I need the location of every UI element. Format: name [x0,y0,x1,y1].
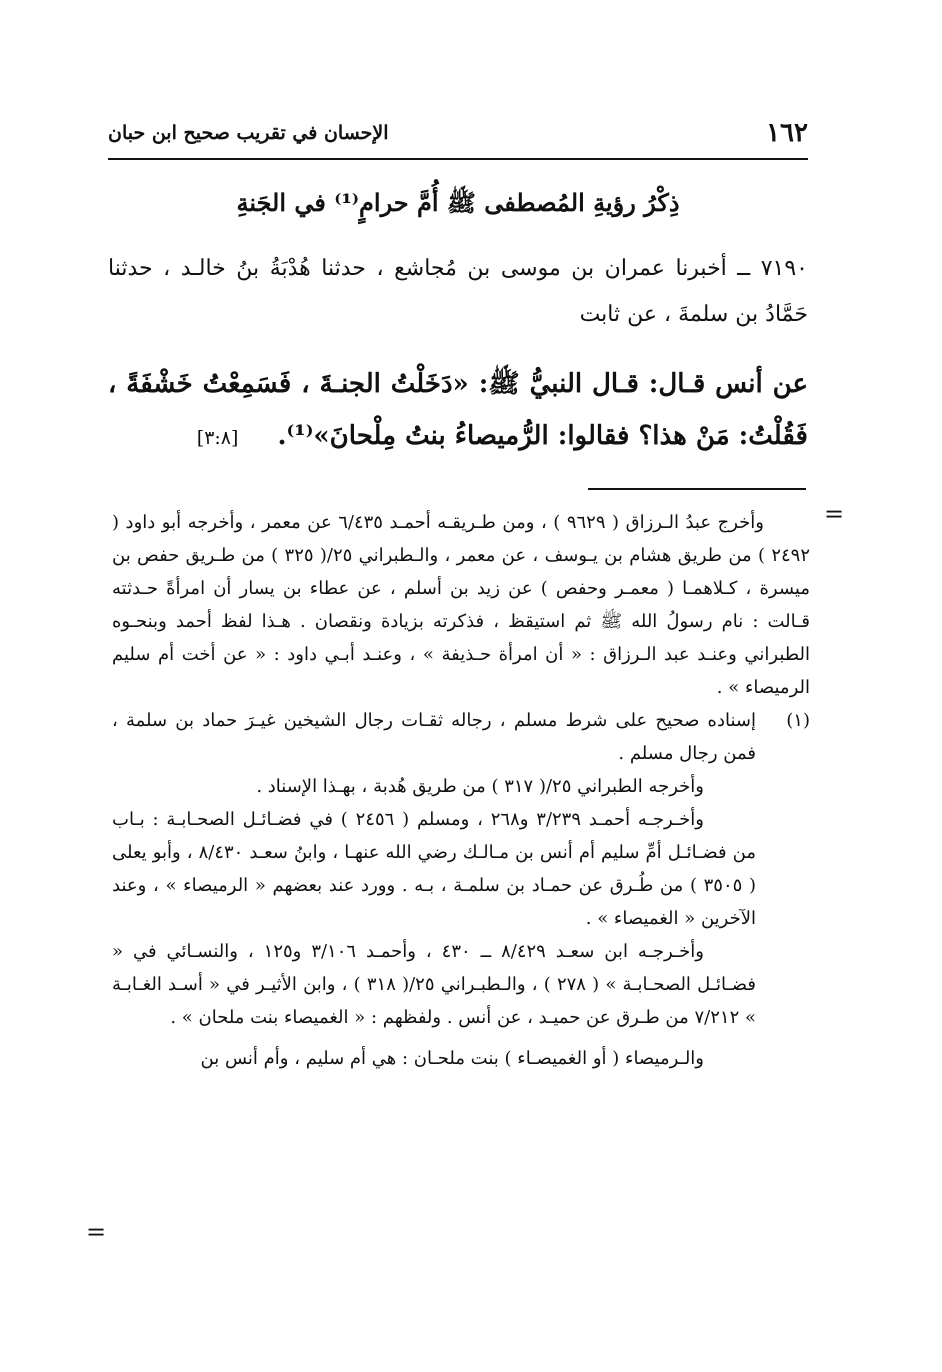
footnote-continued-paragraph: وأخرج عبدُ الـرزاق ( ٩٦٢٩ ) ، ومن طـريقـه أحمـد ٦/٤٣٥ عن معمر ، وأخرجه أبو داود ( ٢٤٩٢ ) من طريق هشام بن يـوسف ، عن معمر ، والـطبراني ٢٥/( ٣٢٥ ) من طـريق حفص بن ميسرة ، كـلاهمـا ( معمـر وحفص ) عن زيد بن أسلم ، عن عطاء بن يسار أن امرأةً حـدثته قـالت : نام رسولُ الله ﷺ ثم استيقظ ، فذكرته بزيادة ونقصان . هـذا لفظ أحمد وبنحـوه الطبراني وعنـد عبد الـرزاق : « أن امرأة حـذيفة » ، وعنـد أبـي داود : « عن أخت أم سليم الرميصاء » . [112,512,811,698]
footnote-separator [588,488,806,490]
footnote-paragraph: وأخرجه الطبراني ٢٥/( ٣١٧ ) من طريق هُدبة ، بهـذا الإسناد . [256,776,704,797]
continuation-mark-top: = [824,500,845,528]
continuation-mark-bottom: = [86,1218,107,1246]
footnote-paragraph: والـرميصاء ( أو الغميصـاء ) بنت ملحـان : هي أم سليم ، وأم أنس بن [200,1048,704,1069]
footnote-paragraph: وأخـرجـه ابن سعـد ٨/٤٢٩ ــ ٤٣٠ ، وأحمـد ٣/١٠٦ و١٢٥ ، والنسـائي في « فضـائـل الصحـابـة » ( ٢٧٨ ) ، والـطبـراني ٢٥/( ٣١٨ ) ، وابن الأثيـر في « أسـد الغـابـة » ٧/٢١٢ من طـرق عن حميـد ، عن أنس . ولفظهم : « الغميصاء بنت ملحان » . [112,941,756,1028]
hadith-reference: [٣:٨] [196,427,239,449]
footnote-1 [112,704,810,770]
page-number: ١٦٢ [766,118,808,148]
hadith-matn-text: عن أنس قـال: قـال النبيُّ ﷺ: «دَخَلْتُ الجنـةَ ، فَسَمِعْتُ خَشْفَةً ، فَقُلْتُ: مَنْ هذا؟ فقالوا: الرُّميصاءُ بنتُ مِلْحانَ»⁽¹⁾. [108,369,808,451]
footnote-number: (١) [786,710,810,731]
page-header [108,118,808,158]
hadith-matn [108,358,808,464]
footnotes [112,506,810,1075]
footnote-1-text: إسناده صحيح على شرط مسلم ، رجاله ثقـات رجال الشيخين غيـرَ حماد بن سلمة ، فمن رجال مسلم . [112,710,756,764]
footnote-paragraph: وأخـرجـه أحمـد ٣/٢٣٩ و٢٦٨ ، ومسلم ( ٢٤٥٦ ) في فضـائـل الصحـابـة : بـاب من فضـائـل أمِّ سليم أم أنس بن مـالـك رضي الله عنهـا ، وابنُ سعـد ٨/٤٣٠ ، وأبو يعلى ( ٣٥٠٥ ) من طُـرق عن حمـاد بن سلمـة ، بـه . وورد عند بعضهم « الرميصاء » ، وعند الآخرين « الغميصاء » . [112,809,757,929]
chapter-title: ذِكْرُ رؤيةِ المُصطفى ﷺ أُمَّ حرامٍ⁽¹⁾ في الجَنةِ [236,188,680,217]
hadith-isnad: ٧١٩٠ ــ أخبرنا عمران بن موسى بن مُجاشع ، حدثنا هُدْبَةُ بنُ خالـد ، حدثنا حَمَّادُ بن سلمةَ ، عن ثابت [108,256,808,327]
running-title: الإحسان في تقريب صحيح ابن حبان [108,122,389,144]
header-rule [108,158,808,160]
